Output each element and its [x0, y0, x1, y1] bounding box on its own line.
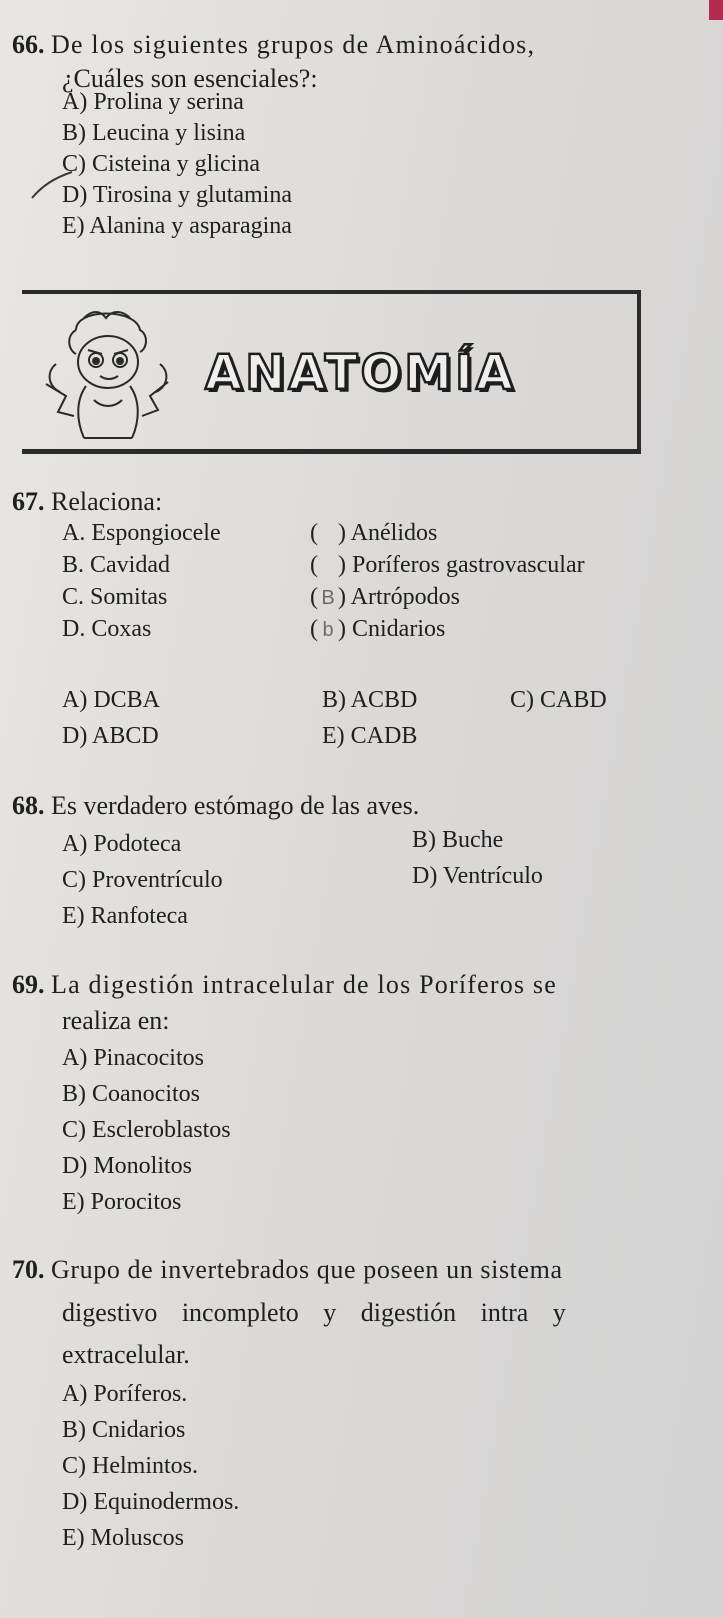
option-e: E) Porocitos — [62, 1189, 182, 1215]
right-item-label: Artrópodos — [350, 584, 460, 610]
right-item-4: ( b ) Cnidarios — [310, 616, 446, 642]
right-item-label: Cnidarios — [352, 616, 446, 642]
option-d: D) Ventrículo — [412, 863, 543, 889]
option-b: B) ACBD — [322, 687, 418, 713]
option-b: B) Buche — [412, 827, 504, 853]
question-stem-line2: digestivo incompleto y digestión intra y — [62, 1298, 566, 1327]
option-e: E) Alanina y asparagina — [62, 213, 292, 239]
left-item-c: C. Somitas — [62, 584, 168, 610]
question-stem: Grupo de invertebrados que poseen un sistema — [51, 1255, 563, 1284]
question-stem-line2: ¿Cuáles son esenciales?: — [62, 64, 318, 93]
cartoon-mascot-icon — [36, 300, 176, 445]
right-item-label: Anélidos — [350, 520, 438, 546]
option-c: C) Helmintos. — [62, 1453, 198, 1479]
option-c: C) Proventrículo — [62, 867, 223, 893]
option-a: A) Pinacocitos — [62, 1045, 204, 1071]
option-e: E) Moluscos — [62, 1525, 184, 1551]
right-item-2: ( ) Poríferos gastrovascular — [310, 552, 585, 578]
question-number: 68. — [12, 791, 45, 820]
question-number: 69. — [12, 970, 45, 999]
question-stem: De los siguientes grupos de Aminoácidos, — [51, 30, 536, 59]
right-item-label: Poríferos gastrovascular — [352, 552, 585, 578]
option-e: E) CADB — [322, 723, 418, 749]
answer-mark: B — [321, 587, 335, 609]
question-stem-line3: extracelular. — [62, 1340, 190, 1369]
banner-title: ANATOMÍA — [205, 345, 517, 401]
option-d: D) Equinodermos. — [62, 1489, 240, 1515]
option-d: D) Monolitos — [62, 1153, 193, 1179]
pen-mark-icon — [28, 168, 76, 202]
option-a: A) DCBA — [62, 687, 161, 713]
right-item-1: ( ) Anélidos — [310, 520, 438, 546]
option-b: B) Coanocitos — [62, 1081, 200, 1107]
option-c: C) CABD — [510, 687, 607, 713]
option-e: E) Ranfoteca — [62, 903, 188, 929]
left-item-d: D. Coxas — [62, 616, 152, 642]
question-number: 66. — [12, 30, 45, 59]
option-a: A) Prolina y serina — [62, 89, 244, 115]
question-stem: La digestión intracelular de los Poríferos se — [51, 970, 557, 999]
question-number: 70. — [12, 1255, 45, 1284]
right-item-3: ( B ) Artrópodos — [310, 584, 460, 610]
option-c: C) Escleroblastos — [62, 1117, 231, 1143]
question-stem: Relaciona: — [51, 487, 163, 516]
question-stem: Es verdadero estómago de las aves. — [51, 791, 420, 820]
option-c: C) Cisteina y glicina — [62, 151, 260, 177]
option-a: A) Poríferos. — [62, 1381, 188, 1407]
option-b: B) Cnidarios — [62, 1417, 186, 1443]
question-number: 67. — [12, 487, 45, 516]
option-d: D) ABCD — [62, 723, 159, 749]
option-b: B) Leucina y lisina — [62, 120, 246, 146]
option-a: A) Podoteca — [62, 831, 182, 857]
option-d: D) Tirosina y glutamina — [62, 182, 293, 208]
answer-mark: b — [322, 619, 334, 641]
page-corner-tab — [709, 0, 723, 20]
left-item-a: A. Espongiocele — [62, 520, 221, 546]
question-stem-line2: realiza en: — [62, 1006, 170, 1035]
left-item-b: B. Cavidad — [62, 552, 170, 578]
